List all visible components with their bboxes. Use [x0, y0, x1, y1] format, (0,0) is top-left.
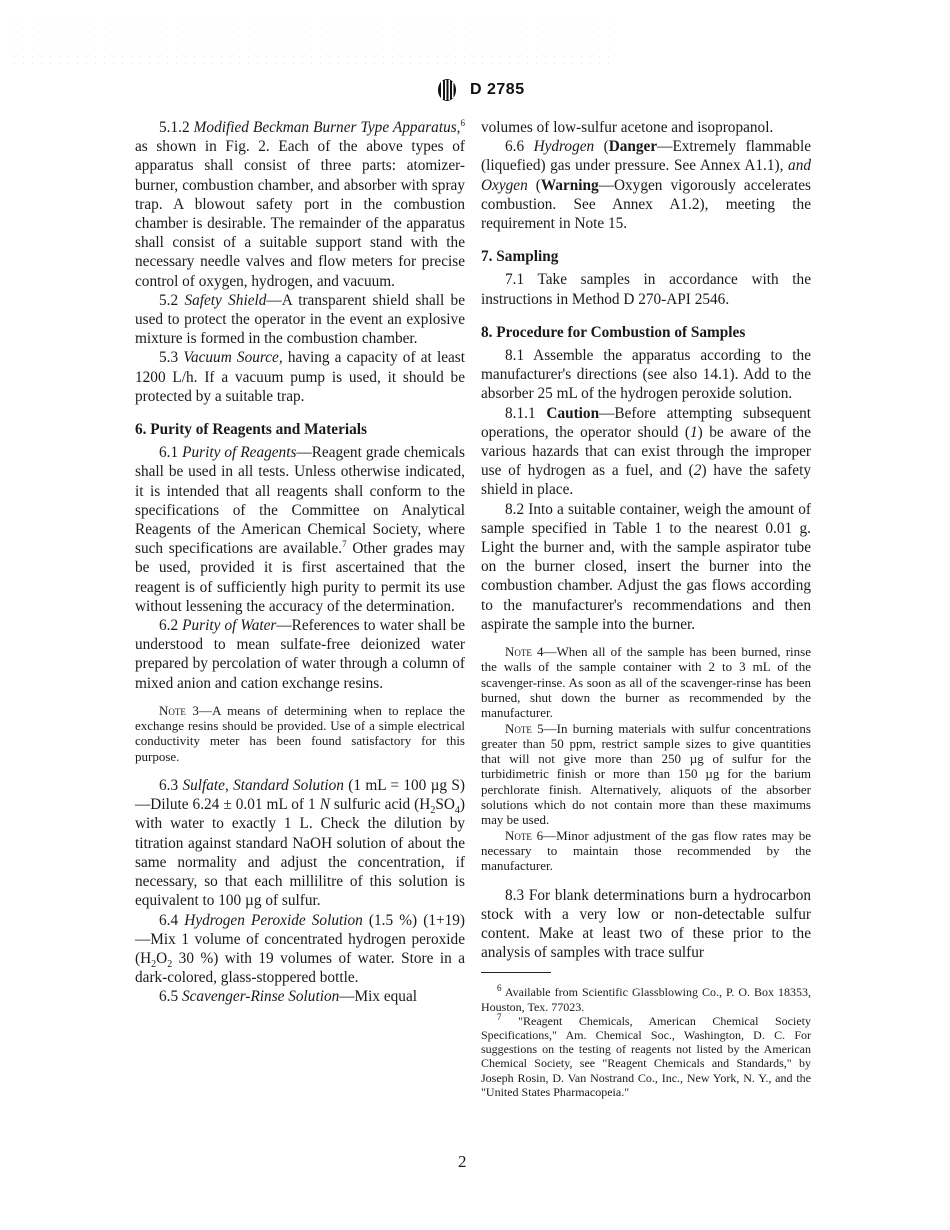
paragraph-8-1-1: 8.1.1 Caution—Before attempting subsequent operations, the operator should (1) be aware of the various hazards that can exist through the improper use of hydrogen as a fuel, and (2) have the safety shield in place. — [481, 404, 811, 499]
paragraph-8-3: 8.3 For blank determinations burn a hydrocarbon stock with a very low or non-detectable sulfur content. Make at least two of these prior to the analysis of samples with trace sulfur — [481, 886, 811, 962]
term-oxygen: and Oxygen — [481, 157, 811, 194]
section-heading-7: 7. Sampling — [481, 248, 559, 266]
danger-label: Danger — [608, 138, 658, 156]
term-purity-of-water: Purity of Water — [182, 617, 277, 635]
paragraph-6-4: 6.4 Hydrogen Peroxide Solution (1.5 %) (1+19)—Mix 1 volume of concentrated hydrogen peroxide ($H_2O_2$ 30 %) with 19 volumes of water. Store in a dark-colored, glass-stoppered bottle. — [135, 911, 465, 987]
paragraph-6-5-continued: volumes of low-sulfur acetone and isopropanol. — [481, 119, 774, 136]
left-column — [135, 118, 465, 1007]
term-purity-of-reagents: Purity of Reagents — [182, 444, 297, 462]
document-id: D 2785 — [470, 81, 525, 98]
section-heading-6: 6. Purity of Reagents and Materials — [135, 421, 367, 439]
footnote-ref-7: 7 — [342, 539, 347, 550]
warning-label: Warning — [540, 176, 599, 194]
paragraph-5-1-2: 5.1.2 Modified Beckman Burner Type Apparatus,$^6$ as shown in Fig. 2. Each of the above types of apparatus shall consist of three parts: atomizer-burner, combustion chamber, and absorber with spray trap. A blowout safety port in the combustion chamber is desirable. The remainder of the apparatus shall consist of a suitable support stand with the necessary needle valves and flow meters for precise control of oxygen, hydrogen, and vacuum. — [135, 117, 465, 290]
term-safety-shield: Safety Shield — [184, 291, 267, 309]
paragraph-6-2: 6.2 Purity of Water—References to water shall be understood to mean sulfate-free deionized water prepared by percolation of water through a column of mixed anion and cation exchange resins. — [135, 617, 465, 692]
note-3: Note 3—A means of determining when to replace the exchange resins should be provided. Use of a simple electrical conductivity meter has been found satisfactory for this purpose. — [135, 702, 465, 764]
term-modified-beckman-burner: Modified Beckman Burner Type Apparatus, — [193, 119, 461, 136]
note-label: Note 4 — [505, 644, 544, 660]
paragraph-6-6: 6.6 Hydrogen (Danger—Extremely flammable (liquefied) gas under pressure. See Annex A1.1), and Oxygen (Warning—Oxygen vigorously accelerates combustion. See Annex A1.2), meeting the requirement in Note 15. — [481, 138, 811, 233]
term-scavenger-rinse-solution: Scavenger-Rinse Solution — [181, 988, 340, 1006]
note-5: Note 5—In burning materials with sulfur concentrations greater than 50 ppm, restrict sample sizes to give quantities that will not give more than 250 µg of sulfur for the turbidimetric finish or more than 150 µg for the barium perchlorate finish. Alternatively, aliquots of the absorber solutions which do not contain more than these maximums may be used. — [481, 720, 811, 828]
footnote-6: $^6$ Available from Scientific Glassblowing Co., P. O. Box 18353, Houston, Tex. 77023. — [481, 983, 811, 1014]
term-sulfate-standard-solution: Sulfate, Standard Solution — [182, 777, 344, 795]
note-label: Note 5 — [505, 720, 544, 736]
paragraph-8-1: 8.1 Assemble the apparatus according to the manufacturer's directions (see also 14.1). Add to the absorber 25 mL of the hydrogen peroxide solution. — [481, 347, 811, 403]
note-4: Note 4—When all of the sample has been burned, rinse the walls of the sample container with 2 to 3 mL of the scavenger-rinse. As soon as all of the scavenger-rinse has been burned, shut down the burner as recommended by the manufacturer. — [481, 644, 811, 721]
footnote-divider — [481, 972, 551, 973]
paragraph-6-1: 6.1 Purity of Reagents—Reagent grade chemicals shall be used in all tests. Unless otherwise indicated, it is intended that all reagents shall conform to the specifications of the Committee on Analytical Reagents of the American Chemical Society, where such specifications are available.$^7$ Other grades may be used, provided it is first ascertained that the reagent is of sufficiently high purity to permit its use without lessening the accuracy of the determination. — [135, 444, 465, 615]
section-heading-8: 8. Procedure for Combustion of Samples — [481, 323, 746, 341]
paragraph-6-3: 6.3 Sulfate, Standard Solution (1 mL = 100 µg S)—Dilute 6.24 ± 0.01 mL of 1 N sulfuric acid $(H_2SO_4)$ with water to exactly 1 L. Check the dilution by titration against standard NaOH solution of about the same normality and adjust the concentration, if necessary, so that each millilitre of this solution is equivalent to 100 µg of sulfur. — [135, 777, 465, 910]
paragraph-6-5: 6.5 Scavenger-Rinse Solution—Mix equal — [159, 988, 417, 1006]
term-vacuum-source: Vacuum Source, — [183, 349, 283, 367]
paragraph-5-3: 5.3 Vacuum Source, having a capacity of at least 1200 L/h. If a vacuum pump is used, it should be protected by a suitable trap. — [135, 349, 465, 405]
note-label: Note 3 — [159, 702, 199, 718]
footnote-ref-6: 6 — [460, 117, 465, 128]
right-column — [481, 118, 811, 1099]
term-hydrogen-peroxide-solution: Hydrogen Peroxide Solution — [184, 911, 363, 929]
astm-logo-icon — [436, 78, 458, 102]
note-6: Note 6—Minor adjustment of the gas flow rates may be necessary to maintain those recommended by the manufacturer. — [481, 827, 812, 874]
note-label: Note 6 — [505, 827, 544, 843]
scan-artifacts — [10, 18, 610, 68]
page-header — [436, 78, 525, 102]
paragraph-7-1: 7.1 Take samples in accordance with the instructions in Method D 270-API 2546. — [481, 271, 811, 308]
paragraph-5-2: 5.2 Safety Shield—A transparent shield shall be used to protect the operator in the event an explosive mixture is formed in the combustion chamber. — [135, 291, 465, 348]
term-hydrogen: Hydrogen — [533, 138, 595, 156]
footnote-7: $^7$ "Reagent Chemicals, American Chemical Society Specifications," Am. Chemical Soc., Washington, D. C. For suggestions on the testing of reagents not listed by the American Chemical Society, see "Reagent Chemicals and Standards," by Joseph Rosin, D. Van Nostrand Co., Inc., New York, N. Y., and the "United States Pharmacopeia." — [481, 1011, 811, 1099]
caution-label: Caution — [546, 404, 600, 422]
page-number: 2 — [458, 1152, 467, 1171]
paragraph-8-2: 8.2 Into a suitable container, weigh the amount of sample specified in Table 1 to the nearest 0.01 g. Light the burner and, with the sample aspirator tube on the burner closed, insert the burner into the combustion chamber. Adjust the gas flows according to the manufacturer's recommendations and then aspirate the sample into the burner. — [481, 500, 811, 633]
